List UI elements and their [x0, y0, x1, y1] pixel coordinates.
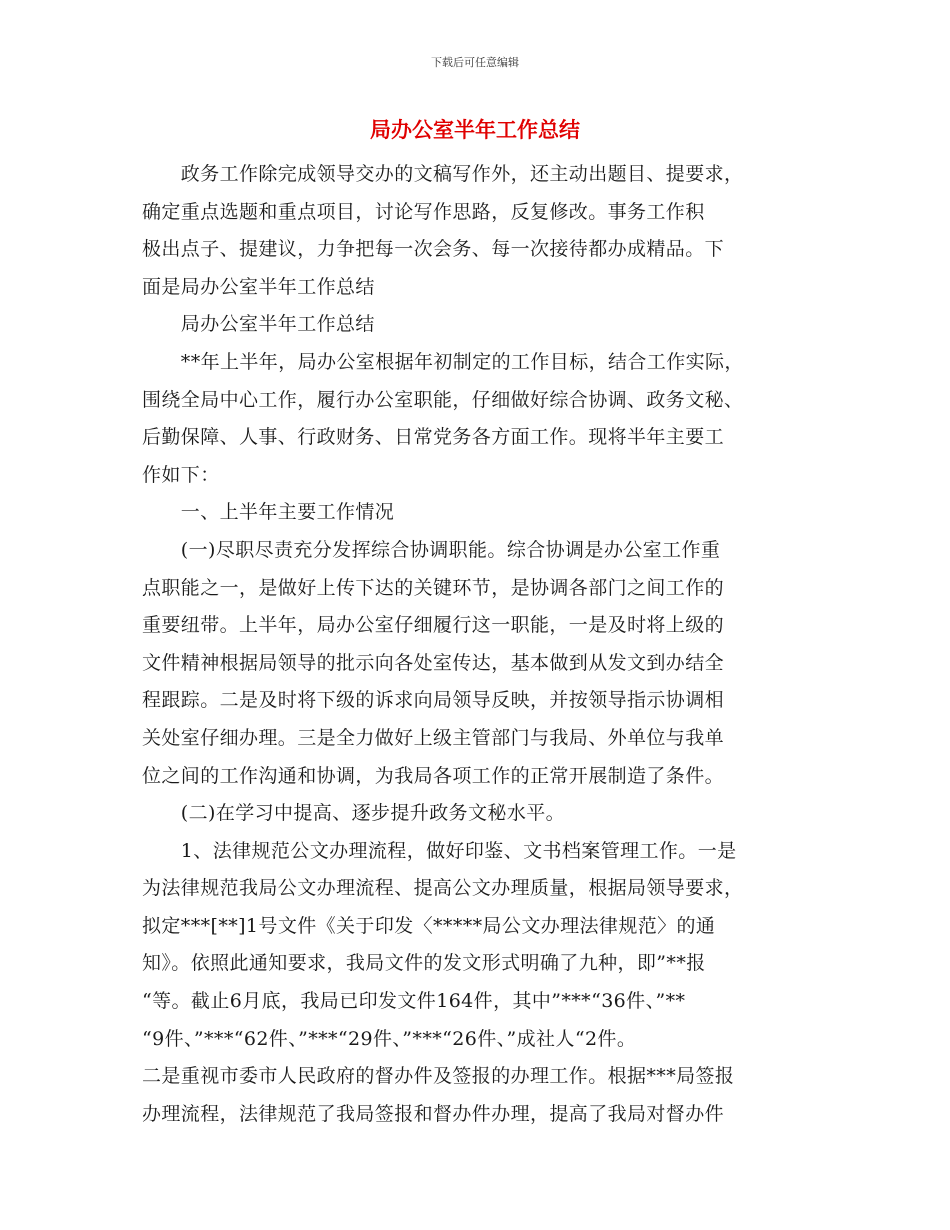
paragraph-line: 程跟踪。二是及时将下级的诉求向局领导反映，并按领导指示协调相 — [142, 689, 725, 712]
section-heading: (二)在学习中提高、逐步提升政务文秘水平。 — [142, 802, 566, 825]
paragraph-line: 政务工作除完成领导交办的文稿写作外，还主动出题目、提要求， — [142, 163, 744, 185]
paragraph-line: 作如下： — [142, 463, 220, 486]
paragraph-line: “9件、”***“62件、”***“29件、”***“26件、”成社人“2件。 — [142, 1027, 637, 1050]
paragraph-line: **年上半年，局办公室根据年初制定的工作目标，结合工作实际， — [142, 350, 744, 373]
paragraph-line: 知》。依照此通知要求，我局文件的发文形式明确了九种，即”**报 — [142, 952, 706, 975]
paragraph-line: 局办公室半年工作总结 — [142, 313, 375, 336]
paragraph-line: 面是局办公室半年工作总结 — [142, 275, 375, 298]
paragraph-line: 极出点子、提建议，力争把每一次会务、每一次接待都办成精品。下 — [142, 238, 725, 261]
paragraph-line: 位之间的工作沟通和协调，为我局各项工作的正常开展制造了条件。 — [142, 764, 725, 787]
paragraph-line: 围绕全局中心工作，履行办公室职能，仔细做好综合协调、政务文秘、 — [142, 388, 744, 411]
paragraph-line: 文件精神根据局领导的批示向各处室传达，基本做到从发文到办结全 — [142, 651, 725, 674]
paragraph-line: 后勤保障、人事、行政财务、日常党务各方面工作。现将半年主要工 — [142, 426, 725, 449]
paragraph-line: 重要纽带。上半年，局办公室仔细履行这一职能，一是及时将上级的 — [142, 614, 725, 637]
paragraph-line: 办理流程，法律规范了我局签报和督办件办理，提高了我局对督办件 — [142, 1102, 725, 1125]
paragraph-line: 确定重点选题和重点项目，讨论写作思路，反复修改。事务工作积 — [142, 200, 705, 223]
paragraph-line: 拟定***[**]1号文件《关于印发〈*****局公文办理法律规范〉的通 — [142, 914, 716, 937]
document-title: 局办公室半年工作总结 — [370, 118, 580, 142]
paragraph-line: 关处室仔细办理。三是全力做好上级主管部门与我局、外单位与我单 — [142, 726, 725, 749]
paragraph-line: “等。截止6月底，我局已印发文件164件，其中”***“36件、”** — [142, 990, 686, 1013]
header-note: 下载后可任意编辑 — [431, 56, 519, 69]
document-body — [142, 160, 812, 1137]
paragraph-line: 二是重视市委市人民政府的督办件及签报的办理工作。根据***局签报 — [142, 1065, 735, 1088]
paragraph-line: 点职能之一，是做好上传下达的关键环节，是协调各部门之间工作的 — [142, 576, 725, 599]
paragraph-line: 1、法律规范公文办理流程，做好印鉴、文书档案管理工作。一是 — [142, 839, 737, 862]
paragraph-line: 为法律规范我局公文办理流程、提高公文办理质量，根据局领导要求， — [142, 877, 744, 900]
section-heading: 一、上半年主要工作情况 — [142, 501, 395, 524]
paragraph-line: (一)尽职尽责充分发挥综合协调职能。综合协调是办公室工作重 — [142, 538, 721, 561]
